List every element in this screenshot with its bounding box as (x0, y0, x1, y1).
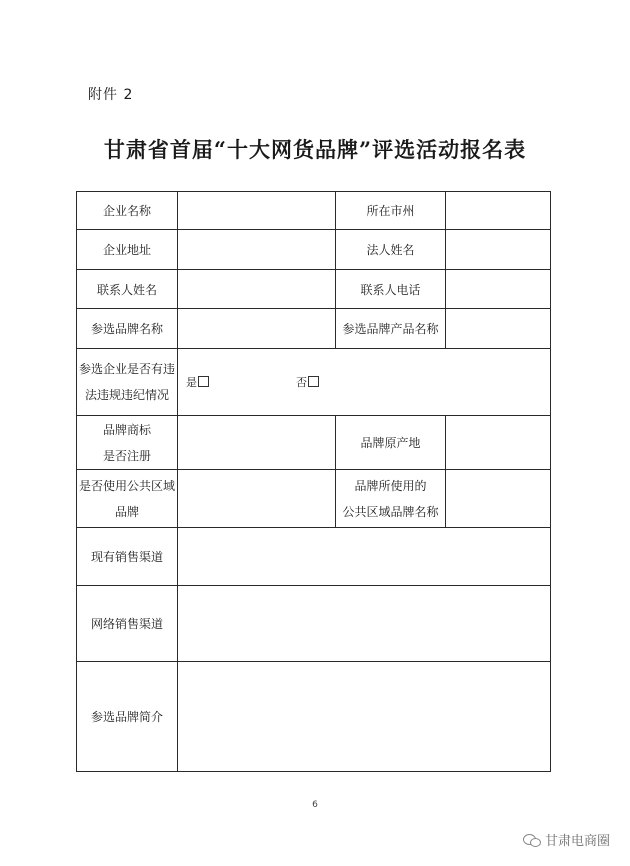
contact-phone-label: 联系人电话 (336, 270, 446, 309)
no-option[interactable] (296, 374, 319, 390)
row-trademark (77, 416, 551, 470)
origin-label: 品牌原产地 (336, 416, 446, 470)
violation-label-line2: 法违规违纪情况 (84, 388, 169, 402)
company-name-field[interactable] (178, 192, 336, 230)
row-sales-channels (77, 528, 551, 586)
attachment-label: 附件 2 (88, 87, 134, 103)
page-number: 6 (312, 800, 318, 810)
no-label: 否 (296, 376, 307, 389)
trademark-field[interactable] (178, 416, 336, 470)
brand-name-field[interactable] (178, 309, 336, 349)
public-brand-name-label-line2: 公共区域品牌名称 (342, 504, 439, 519)
public-brand-field[interactable] (178, 470, 336, 528)
brand-product-label: 参选品牌产品名称 (336, 309, 446, 349)
sales-channels-field[interactable] (178, 528, 551, 586)
row-brand-intro (77, 662, 551, 772)
row-online-channels (77, 586, 551, 662)
public-brand-label-line2: 品牌 (114, 504, 139, 519)
company-address-field[interactable] (178, 230, 336, 270)
yes-label: 是 (186, 376, 197, 389)
wechat-icon (523, 833, 541, 847)
trademark-label (77, 416, 178, 470)
contact-name-label: 联系人姓名 (77, 270, 178, 309)
legal-rep-label: 法人姓名 (336, 230, 446, 270)
brand-intro-field[interactable] (178, 662, 551, 772)
contact-name-field[interactable] (178, 270, 336, 309)
yes-option[interactable] (186, 374, 209, 390)
city-field[interactable] (446, 192, 551, 230)
form-title: 甘肃省首届“十大网货品牌”评选活动报名表 (103, 137, 527, 162)
public-brand-label (77, 470, 178, 528)
sales-channels-label: 现有销售渠道 (77, 528, 178, 586)
brand-product-field[interactable] (446, 309, 551, 349)
violation-choice-cell (178, 349, 551, 416)
row-public-brand (77, 470, 551, 528)
public-brand-name-field[interactable] (446, 470, 551, 528)
row-violation (77, 349, 551, 416)
no-checkbox[interactable] (308, 376, 319, 387)
watermark-text: 甘肃电商圈 (544, 834, 610, 849)
yes-checkbox[interactable] (198, 376, 209, 387)
brand-name-label: 参选品牌名称 (77, 309, 178, 349)
row-contact (77, 270, 551, 309)
legal-rep-field[interactable] (446, 230, 551, 270)
city-label: 所在市州 (336, 192, 446, 230)
online-channels-field[interactable] (178, 586, 551, 662)
violation-label-line1: 参选企业是否有违 (78, 362, 175, 376)
violation-label (77, 349, 178, 416)
watermark (523, 830, 610, 849)
trademark-label-line2: 是否注册 (102, 448, 151, 463)
public-brand-label-line1: 是否使用公共区域 (78, 478, 175, 493)
company-name-label: 企业名称 (77, 192, 178, 230)
online-channels-label: 网络销售渠道 (77, 586, 178, 662)
company-address-label: 企业地址 (77, 230, 178, 270)
origin-field[interactable] (446, 416, 551, 470)
public-brand-name-label (336, 470, 446, 528)
contact-phone-field[interactable] (446, 270, 551, 309)
row-company-address (77, 230, 551, 270)
registration-form-table (76, 191, 551, 772)
brand-intro-label: 参选品牌简介 (77, 662, 178, 772)
row-brand (77, 309, 551, 349)
row-company-name (77, 192, 551, 230)
public-brand-name-label-line1: 品牌所使用的 (354, 478, 427, 493)
trademark-label-line1: 品牌商标 (102, 422, 151, 437)
